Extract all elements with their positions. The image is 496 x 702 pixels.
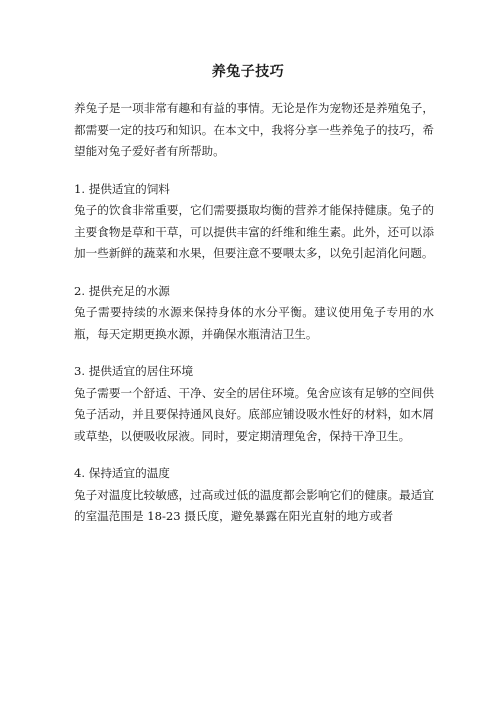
section-body: 兔子需要持续的水源来保持身体的水分平衡。建议使用兔子专用的水瓶，每天定期更换水源，并确保水瓶清洁卫生。 <box>74 305 434 341</box>
section-housing <box>74 361 434 447</box>
intro-paragraph: 养兔子是一项非常有趣和有益的事情。无论是作为宠物还是养殖兔子，都需要一定的技巧和知识。在本文中，我将分享一些养兔子的技巧，希望能对兔子爱好者有所帮助。 <box>74 101 434 158</box>
section-heading: 4. 保持适宜的温度 <box>74 466 170 480</box>
section-heading: 1. 提供适宜的饲料 <box>74 181 170 196</box>
section-temperature <box>74 463 434 528</box>
section-feed <box>74 179 434 265</box>
section-heading: 3. 提供适宜的居住环境 <box>74 364 194 378</box>
section-body: 兔子的饮食非常重要，它们需要摄取均衡的营养才能保持健康。兔子的主要食物是草和干草，可以提供丰富的纤维和维生素。此外，还可以添加一些新鲜的蔬菜和水果，但要注意不要喂太多，以免引起消化问题。 <box>74 203 434 260</box>
section-body: 兔子需要一个舒适、干净、安全的居住环境。兔舍应该有足够的空间供兔子活动，并且要保持通风良好。底部应铺设吸水性好的材料，如木屑或草垫，以便吸收尿液。同时，要定期清理兔舍，保持干净卫生。 <box>74 385 434 443</box>
page-title: 养兔子技巧 <box>211 64 285 80</box>
section-body: 兔子对温度比较敏感，过高或过低的温度都会影响它们的健康。最适宜的室温范围是 18-23 摄氏度，避免暴露在阳光直射的地方或者 <box>74 487 434 523</box>
section-heading: 2. 提供充足的水源 <box>74 283 170 298</box>
section-water <box>74 281 434 346</box>
